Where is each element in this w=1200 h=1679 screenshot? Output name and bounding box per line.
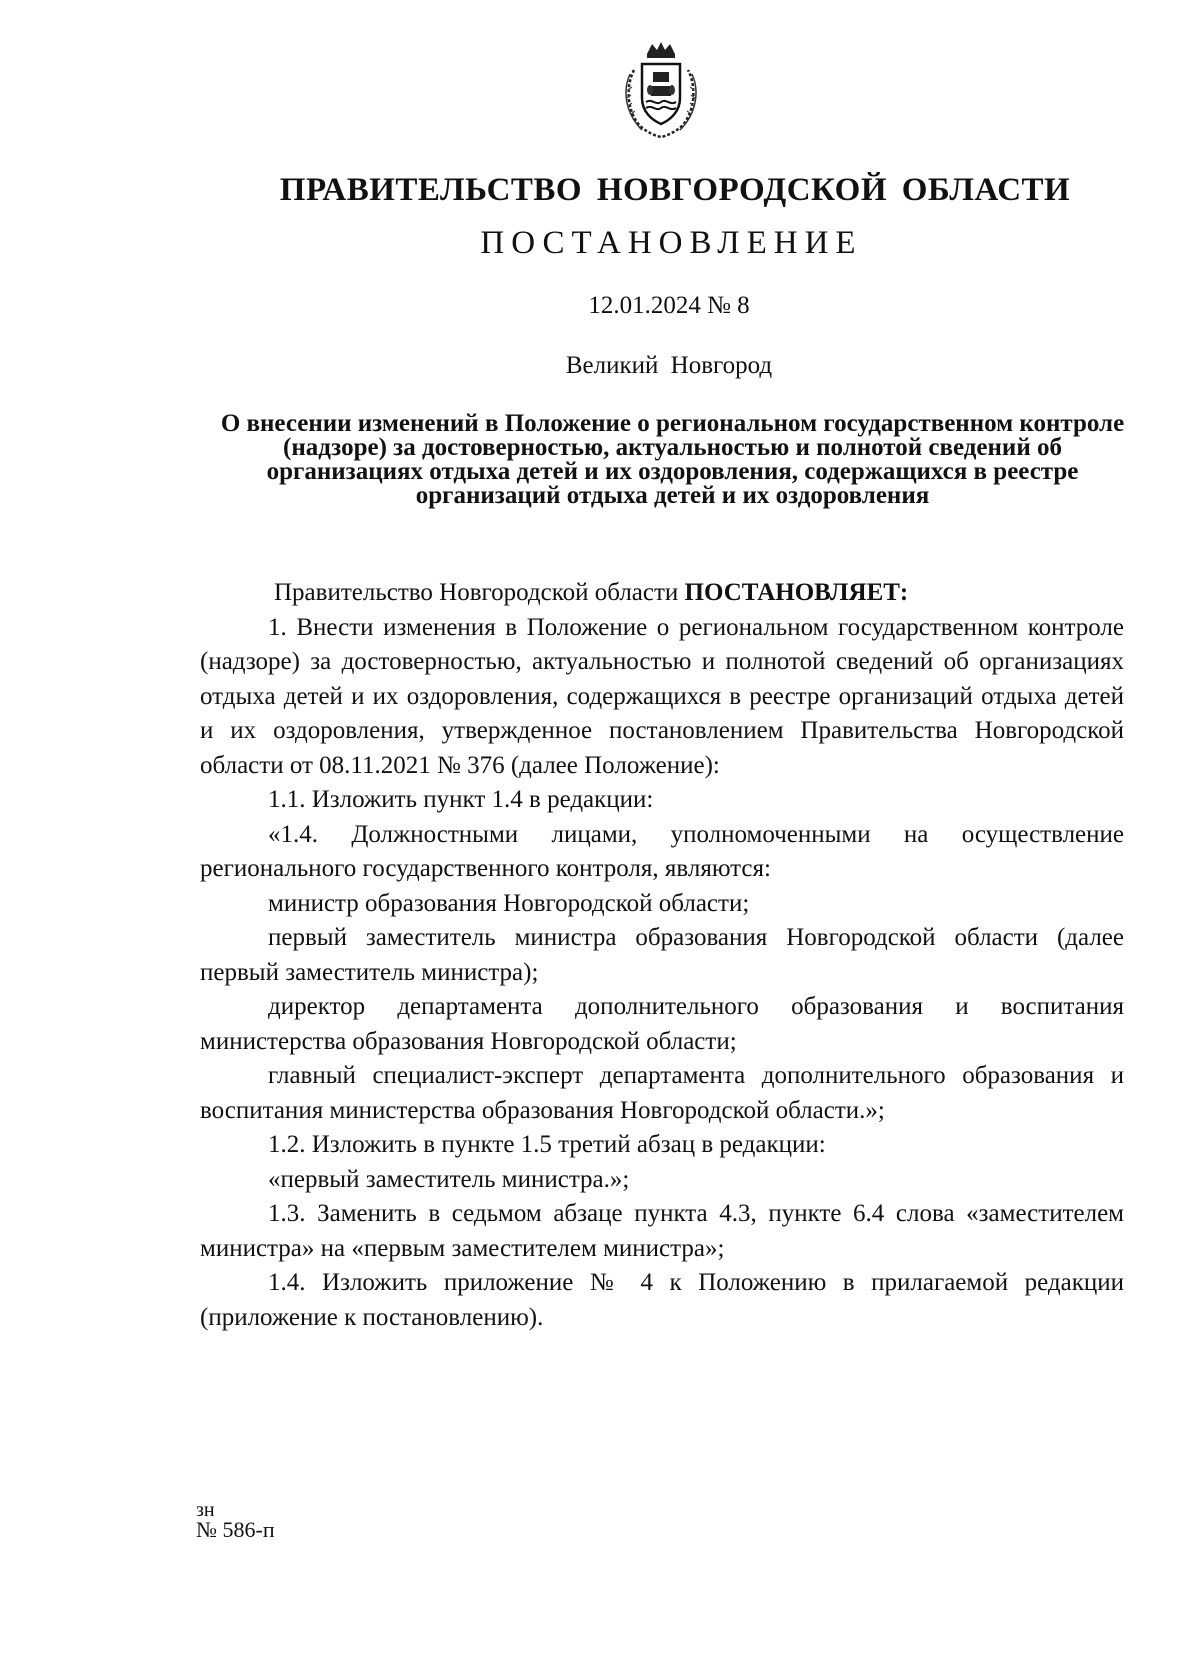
resolution-intro-text: Правительство Новгородской области bbox=[274, 579, 685, 606]
body-paragraph: 1.1. Изложить пункт 1.4 в редакции: bbox=[268, 786, 654, 813]
body-paragraph: «1.4. Должностными лицами, уполномоченными на осуществление регионального государственного контроля, являются: bbox=[200, 820, 1124, 882]
government-title: ПРАВИТЕЛЬСТВО НОВГОРОДСКОЙ ОБЛАСТИ bbox=[279, 172, 1071, 208]
body-paragraph: 1.4. Изложить приложение № 4 к Положению в прилагаемой редакции (приложение к постановлению). bbox=[200, 1269, 1124, 1331]
body-paragraph: директор департамента дополнительного образования и воспитания министерства образования Новгородской области; bbox=[200, 993, 1124, 1055]
document-date-number: 12.01.2024 № 8 bbox=[588, 292, 750, 319]
body-paragraph: 1.3. Заменить в седьмом абзаце пункта 4.3, пункте 6.4 слова «заместителем министра» на «первым заместителем министра»; bbox=[200, 1200, 1124, 1262]
document-body bbox=[200, 576, 1124, 1335]
body-paragraph: главный специалист-эксперт департамента дополнительного образования и воспитания министерства образования Новгородской области.»; bbox=[200, 1062, 1124, 1124]
body-paragraph: 1. Внести изменения в Положение о региональном государственном контроле (надзоре) за достоверностью, актуальностью и полнотой сведений об организациях отдыха детей и их оздоровления, содержащихся в реестре организаций отдыха детей и их оздоровления, утвержденное постановлением Правительства Новгородской области от 08.11.2021 № 376 (далее Положение): bbox=[200, 613, 1124, 779]
registration-number: № 586-п bbox=[196, 1517, 275, 1542]
coat-of-arms-emblem bbox=[620, 40, 702, 138]
body-paragraph: министр образования Новгородской области; bbox=[268, 889, 750, 917]
document-footer bbox=[196, 1500, 275, 1540]
body-paragraph: 1.2. Изложить в пункте 1.5 третий абзац в редакции: bbox=[268, 1131, 826, 1158]
body-paragraph: первый заместитель министра образования Новгородской области (далее первый заместитель министра); bbox=[200, 924, 1124, 986]
resolution-keyword: ПОСТАНОВЛЯЕТ: bbox=[684, 579, 909, 606]
executor-code: зн bbox=[196, 1499, 215, 1521]
document-subject: О внесении изменений в Положение о региональном государственном контроле (надзоре) за достоверностью, актуальностью и полнотой сведений об организациях отдыха детей и их оздоровления, содержащихся в реестре организаций отдыха детей и их оздоровления bbox=[220, 410, 1125, 509]
document-type: ПОСТАНОВЛЕНИЕ bbox=[480, 225, 863, 261]
document-city: Великий Новгород bbox=[565, 352, 773, 379]
body-paragraph: «первый заместитель министра.»; bbox=[268, 1165, 630, 1193]
resolution-intro bbox=[200, 576, 1124, 611]
